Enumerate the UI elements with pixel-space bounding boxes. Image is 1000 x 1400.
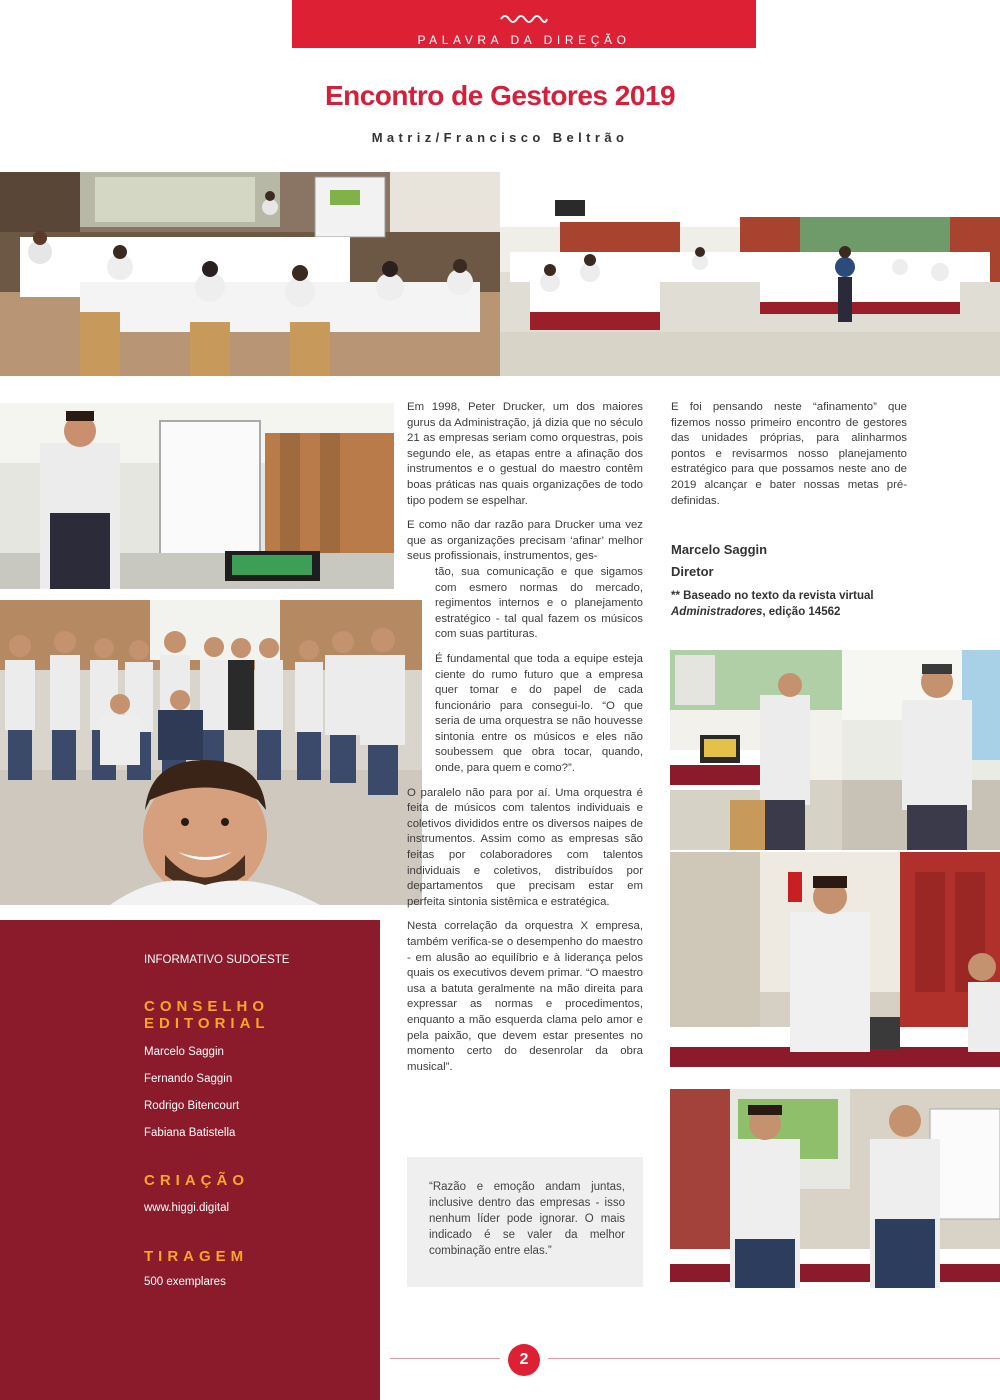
article-paragraph: É fundamental que toda a equipe esteja ciente do rumo futuro que a empresa quer tomar e do papel de cada funcionário para consegui-lo. “O que seria de uma orquestra se não houvesse sintonia entre os músicos e eles não soubessem que obra tocar, quando, onde, para quem e como?”. — [435, 652, 643, 775]
section-label: PALAVRA DA DIREÇÃO — [417, 33, 631, 47]
wave-icon — [499, 10, 549, 24]
article-paragraph: Em 1998, Peter Drucker, um dos maiores gurus da Administração, já dizia que no século 21 as empresas seriam como orquestras, pois segundo ele, as etapas entre a afinação dos instrumentos e o gestual do maestro contêm boas práticas nas quais organizações de todo tipo podem se espelhar. — [407, 401, 643, 507]
board-member: Fabiana Batistella — [144, 1127, 236, 1139]
print-run-heading: TIRAGEM — [144, 1248, 249, 1265]
editorial-board-heading: CONSELHO EDITORIAL — [144, 998, 270, 1032]
right-photo-1 — [670, 650, 842, 850]
meeting-photo-1 — [0, 172, 500, 376]
board-member: Fernando Saggin — [144, 1073, 233, 1085]
pull-quote-text: “Razão e emoção andam juntas, inclusive dentro das empresas - isso nenhum líder pode ignorar. O mais indicado é se valer da melhor combinação entre elas.” — [429, 1181, 625, 1257]
source-prefix: ** Baseado no texto da revista virtual — [671, 590, 874, 602]
article-paragraph: E como não dar razão para Drucker uma vez que as organizações precisam ‘afinar’ melhor seus profissionais, instrumentos, ges- — [407, 519, 643, 563]
article-column-2 — [671, 400, 907, 518]
group-photo — [0, 600, 422, 905]
source-publication: Administradores — [671, 606, 763, 618]
editorial-panel — [0, 920, 380, 1400]
page-subtitle: Matriz/Francisco Beltrão — [371, 130, 629, 145]
right-photo-4 — [670, 1089, 1000, 1288]
presenter-photo — [0, 403, 394, 589]
footer-rule-right — [548, 1358, 1000, 1359]
footer-rule-left — [390, 1358, 500, 1359]
meeting-photo-2 — [500, 172, 1000, 376]
print-run-value: 500 exemplares — [144, 1276, 226, 1288]
page-number: 2 — [508, 1344, 540, 1376]
board-member: Marcelo Saggin — [144, 1046, 224, 1058]
board-member: Rodrigo Bitencourt — [144, 1100, 240, 1112]
creation-value: www.higgi.digital — [144, 1202, 230, 1214]
article-paragraph: tão, sua comunicação e que sigamos com esmero normas do mercado, regimentos internos e o planejamento estratégico - tal qual fazem os músicos com suas partituras. — [435, 565, 643, 641]
signature-role: Diretor — [671, 564, 714, 579]
page-title: Encontro de Gestores 2019 — [324, 80, 676, 111]
source-note — [671, 588, 907, 620]
right-photo-3 — [670, 852, 1000, 1087]
signature-name: Marcelo Saggin — [671, 542, 768, 557]
article-paragraph: Nesta correlação da orquestra X empresa, também verifica-se o desempenho do maestro - em alusão ao equilíbrio e à liderança pelos quais os executivos devem primar. “O maestro usa a batuta geralmente na mão direita para expressar as normas e procedimentos, enquanto a mão esquerda clama pelo amor e pela paixão, que devem estar presentes no momento certo do desenrolar da obra musical”. — [407, 920, 643, 1073]
right-photo-2 — [842, 650, 1000, 850]
creation-heading: CRIAÇÃO — [144, 1172, 249, 1189]
article-paragraph: E foi pensando neste “afinamento” que fizemos nosso primeiro encontro de gestores das unidades próprias, para alinharmos pontos e revisarmos nosso planejamento estratégico para que possamos neste ano de 2019 alcançar e bater nossas metas pré-definidas. — [671, 401, 907, 507]
article-column-1 — [407, 400, 643, 1084]
publication-name: INFORMATIVO SUDOESTE — [144, 954, 290, 966]
article-paragraph: O paralelo não para por aí. Uma orquestra é feita de músicos com talentos individuais e coletivos divididos entre os diversos naipes de instrumentos. Assim como as empresas são feitas por colaboradores com talentos individuais e coletivos, distribuídos por departamentos que precisam estar em perfeita sintonia sistêmica e estratégica. — [407, 786, 643, 908]
source-suffix: , edição 14562 — [762, 606, 841, 618]
pull-quote — [407, 1157, 643, 1287]
